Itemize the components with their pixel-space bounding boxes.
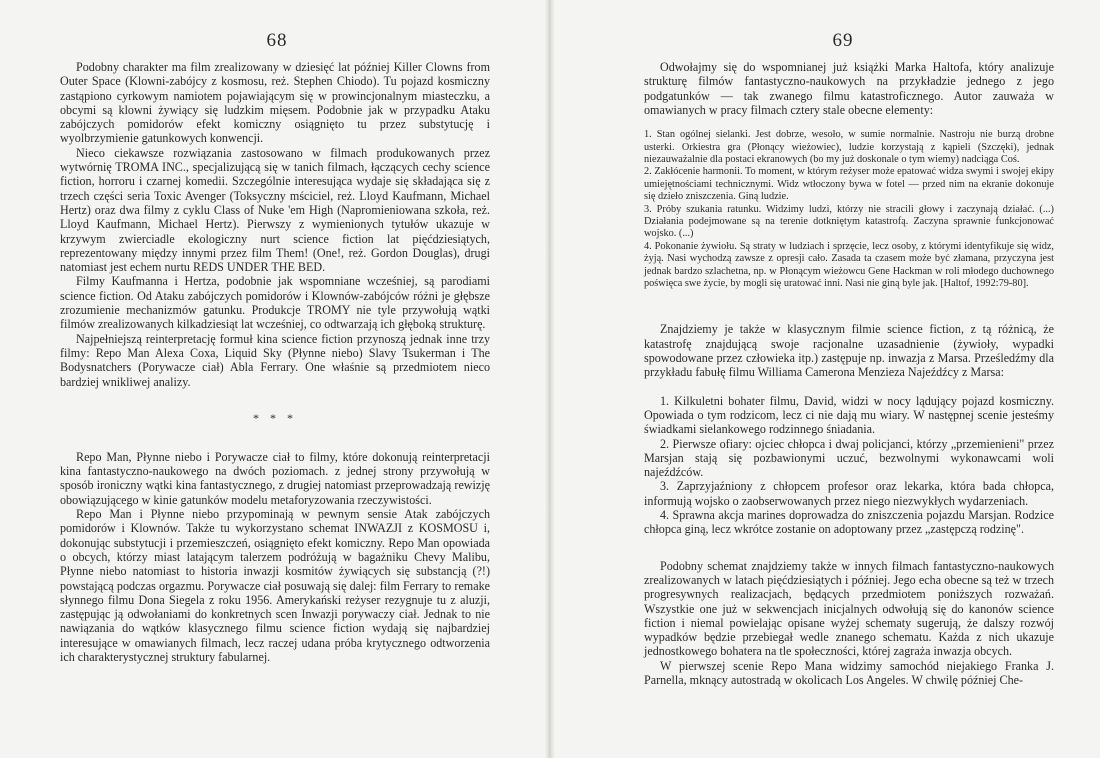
quote-item: 1. Stan ogólnej sielanki. Jest dobrze, wesoło, w sumie normalnie. Nastroju nie burzą drobne usterki. Orkiestra gra (Płonący wieżowiec), ludzie korzystają z kąpieli (Szczęki), jednak niezauważalnie dla postaci ekranowych (bo my już doskonale o tym wiemy) nadciąga Coś.: [644, 129, 1054, 165]
paragraph: Nieco ciekawsze rozwiązania zastosowano w filmach produkowanych przez wytwórnię TROMA INC., specjalizującą się w tanich filmach, łączących cechy science fiction, horroru i czarnej komedii. Szczególnie interesująca wydaje się składająca się z trzech części seria Toxic Avenger (Toksyczny mściciel, reż. Lloyd Kaufmann, Michael Hertz) oraz dwa filmy z cyklu Class of Nuke 'em High (Napromieniowana szkoła, reż. Lloyd Kaufmann, Michael Hertz). Pierwszy z wymienionych tytułów ukazuje w krzywym zwierciadle ekologiczny nurt science fiction lat pięćdziesiątych, reprezentowany między innymi przez film Them! (One!, reż. Gordon Douglas), drugi natomiast jest echem nurtu REDS UNDER THE BED.: [60, 145, 490, 275]
page-number-left: 68: [266, 30, 288, 51]
quote-item: 3. Próby szukania ratunku. Widzimy ludzi, którzy nie stracili głowy i zaczynają działać. (...) Działania podejmowane są na terenie dotkniętym katastrofą. Zaczyna sprawnie funkcjonować wojsko. (...): [644, 203, 1054, 240]
list-item: 3. Zaprzyjaźniony z chłopcem profesor oraz lekarka, która bada chłopca, informują wojsko o zaobserwowanych przez niego niezwykłych wydarzeniach.: [644, 479, 1054, 508]
list-item: 1. Kilkuletni bohater filmu, David, widzi w nocy lądujący pojazd kosmiczny. Opowiada o tym rodzicom, lecz ci nie dają mu wiary. W następnej scenie jesteśmy świadkami sielankowego rodzinnego śniadania.: [644, 393, 1054, 437]
quote-item: 2. Zakłócenie harmonii. To moment, w którym reżyser może epatować widza swymi i swojej ekipy umiejętnościami technicznymi. Widz wtłoczony bywa w fotel — przed nim na ekranie dokonuje się dzieło zniszczenia. Giną ludzie.: [644, 166, 1054, 203]
paragraph: Najpełniejszą reinterpretację formuł kina science fiction przynoszą jednak inne trzy filmy: Repo Man Alexa Coxa, Liquid Sky (Płynne niebo) Slavy Tsukerman i The Bodysnatchers (Porywacze ciał) Abla Ferrary. One właśnie są przedmiotem nieco bardziej wnikliwej analizy.: [60, 331, 490, 389]
section-separator: * * *: [253, 410, 297, 425]
left-page: [0, 0, 548, 758]
list-item: 4. Sprawna akcja marines doprowadza do zniszczenia pojazdu Marsjan. Rodzice chłopca giną, lecz wkrótce zostanie on adoptowany przez „zastępczą rodzinę".: [644, 508, 1054, 537]
paragraph: Podobny charakter ma film zrealizowany w dziesięć lat później Killer Clowns from Outer Space (Klowni-zabójcy z kosmosu, reż. Stephen Chiodo). Tu pojazd kosmiczny zastąpiono cyrkowym namiotem pojawiającym się w prowincjonalnym miasteczku, a obcymi są klowni żywiący się ludzkim mięsem. Podobnie jak w przypadku Ataku zabójczych pomidorów efekt komiczny osiągnięto tu przez substytucję i wyolbrzymienie gatunkowych konwencji.: [60, 60, 490, 146]
paragraph: W pierwszej scenie Repo Mana widzimy samochód niejakiego Franka J. Parnella, mknący autostradą w okolicach Los Angeles. W chwilę później Che-: [644, 658, 1054, 687]
spacer: [644, 380, 1054, 394]
paragraph: Znajdziemy je także w klasycznym filmie science fiction, z tą różnicą, że katastrofę znajdującą swoje racjonalne uzasadnienie (żywioły, wypadki spowodowane przez człowieka itp.) zastępuje np. inwazja z Marsa. Prześledźmy dla przykładu fabułę filmu Williama Camerona Menzieza Najeźdźcy z Marsa:: [644, 322, 1054, 380]
page-number-right: 69: [832, 30, 854, 51]
paragraph: Repo Man, Płynne niebo i Porywacze ciał to filmy, które dokonują reinterpretacji kina fantastyczno-naukowego na dwóch poziomach. z jednej strony przywołują w sposób ironiczny wątki kina fantastycznego, z drugiej natomiast przeprowadzają rewizję obowiązującego w kinie gatunków modelu metaforyzowania rzeczywistości.: [60, 449, 490, 507]
paragraph: Filmy Kaufmanna i Hertza, podobnie jak wspomniane wcześniej, są parodiami science fiction. Od Ataku zabójczych pomidorów i Klownów-zabójców różni je głębsze zrozumienie mechanizmów gatunku. Produkcje TROMY nie tyle przywołują wątki filmów zrealizowanych kilkadziesiąt lat wcześniej, co odtwarzają ich głęboką strukturę.: [60, 274, 490, 332]
paragraph: Podobny schemat znajdziemy także w innych filmach fantastyczno-naukowych zrealizowanych w latach pięćdziesiątych i później. Jego echa obecne są też w trzech progresywnych realizacjach, będących przedmiotem poniższych rozważań. Wszystkie one już w sekwencjach inicjalnych odwołują się do kanonów science fiction i niemal powielając opisane wyżej schematy sugerują, że dalszy rozwój wypadków będzie przebiegał wedle znanego schematu. Każda z nich ukazuje jednostkowego bohatera na tle społeczności, której zagraża inwazja obcych.: [644, 558, 1054, 659]
paragraph: Repo Man i Płynne niebo przypominają w pewnym sensie Atak zabójczych pomidorów i Klownów. Także tu wykorzystano schemat INWAZJI z KOSMOSU i, dokonując substytucji i przemieszczeń, osiągnięto efekt komiczny. Repo Man opowiada o obcych, którzy miast latającym talerzem podróżują w bagażniku Chevy Malibu, Płynne niebo natomiast to historia inwazji kosmitów żywiących się substancją (?!) powstającą podczas orgazmu. Porywacze ciał posuwają się dalej: film Ferrary to remake słynnego filmu Dona Siegela z roku 1956. Amerykański reżyser rezygnuje tu z aluzji, zastępując ją odwołaniami do konkretnych scen Inwazji porywaczy ciał. Jednak to nie nawiązania do wątków klasycznego filmu science fiction wydają się najbardziej interesujące w omawianych filmach, lecz raczej udana próba krytycznego odtworzenia ich charakterystycznej struktury fabularnej.: [60, 507, 490, 664]
block-quote: [644, 129, 1054, 290]
list-item: 2. Pierwsze ofiary: ojciec chłopca i dwaj policjanci, którzy „przemienieni" przez Marsjan stają się pozbawionymi uczuć, bezwolnymi wykonawcami woli najeźdźców.: [644, 436, 1054, 480]
quote-item: 4. Pokonanie żywiołu. Są straty w ludziach i sprzęcie, lecz osoby, z którymi identyfikuje się widz, żyją. Nasi wychodzą zawsze z opresji cało. Zasada ta czasem może być złamana, przyczyna jest jednak bardzo szlachetna, np. w Płonącym wieżowcu Gene Hackman w roli młodego duchownego poświęca swe życie, by mogli się uratować inni. Nasi nie giną byle jak. [Haltof, 1992:79-80].: [644, 240, 1054, 290]
spacer: [644, 537, 1054, 559]
right-page: [552, 0, 1100, 758]
paragraph: Odwołajmy się do wspomnianej już książki Marka Haltofa, który analizuje strukturę filmów fantastyczno-naukowych na przykładzie jednego z jego podgatunków — tak zwanego filmu katastroficznego. Autor zauważa w omawianych w pracy filmach cztery stale obecne elementy:: [644, 60, 1054, 117]
